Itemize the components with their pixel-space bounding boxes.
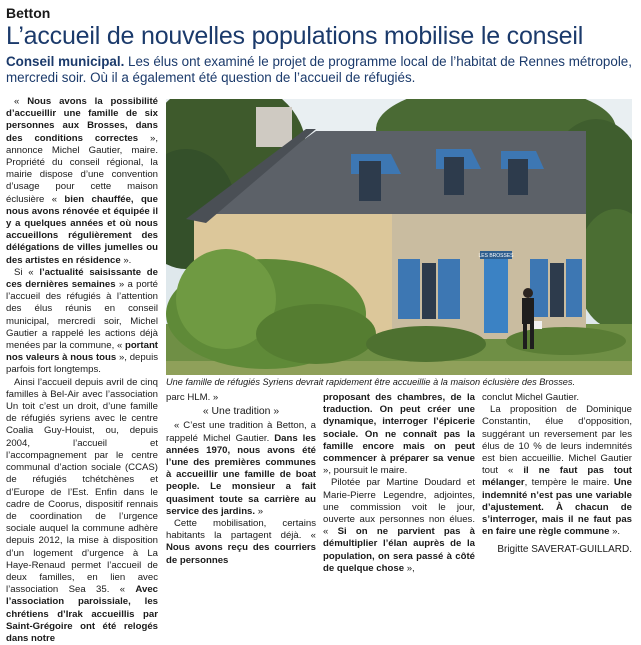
refugee-house-photo [166,99,632,375]
article-photo [166,99,632,375]
quote-bold-run: Une indemnité n’est pas une variable d’ajustement. À chacun de s’interroger, mais il ne faut pas en faire une règle commune [482,477,632,538]
paragraph [482,392,632,404]
house-sign-text: LES BROSSES [478,253,514,259]
quote-bold-run: Si on ne parvient pas à démultiplier l’élan auprès de la population, on sera passé à côté de quelque chose [323,526,475,574]
quote-bold-run: il ne faut pas tout mélanger [482,465,632,489]
quote-bold-run: portant nos valeurs à nous tous [6,340,158,364]
text-run: Pilotée par Martine Doudard et Marie-Pierre Legendre, adjointes, une commission voit le jour, ouverte aux personnes non élues. « [323,477,475,538]
paragraph [6,377,158,645]
quote-bold-run: Avec l’association paroissiale, les chrétiens d’Irak accueillis par Saint-Grégoire ont été relogés dans notre [6,584,158,644]
text-run: La proposition de Dominique Constantin, élue d’opposition, suggérant un reversement par les élus de 10 % de leurs indemnités est bien accueillie. Michel Gautier tout « [482,404,632,477]
text-run: « [14,96,28,107]
paragraph [482,404,632,538]
text-run: Cette mobilisation, certains habitants la partagent déjà. « [166,518,316,542]
article-headline: L’accueil de nouvelles populations mobilise le conseil [6,22,584,50]
paragraph [323,477,475,575]
text-column-4 [482,392,632,557]
paragraph [166,518,316,567]
text-run: » [255,505,264,517]
quote-bold-run: proposant des chambres, de la traduction. On peut créer une dynamique, interroger l’épicerie sociale. On ne connaît pas la famille encore mais on peut commencer à préparer sa venue [323,392,475,465]
section-subhead: « Une tradition » [202,406,280,418]
text-run: », annonce Michel Gautier, maire. Propriété du conseil régional, la mairie dispose d’une convention d’usage pour cette maison éclusière « [6,132,158,205]
paragraph [166,420,316,518]
quote-bold-run: l’actualité saisissante de ces dernières semaines [6,266,158,291]
text-run: , tempère le maire. [524,477,614,489]
paragraph [323,392,475,477]
author-byline: Brigitte SAVERAT-GUILLARD. [497,544,632,556]
standfirst-text: Les élus ont examiné le projet de programme local de l’habitat de Rennes métropole, mercredi soir. Où il a également été question de l’accueil de réfugiés. [6,54,632,85]
text-run: parc HLM. » [166,392,219,403]
quote-bold-run: Nous avons reçu des courriers de personnes [166,542,316,566]
quote-bold-run: Dans les années 1970, nous avons été l’une des premières communes à accueillir une famille de boat people. Le monsieur a fait quasiment toute sa carrière au service des jardins. [166,432,316,517]
text-run: Ainsi l’accueil depuis avril de cinq familles à Bel-Air avec l’association Un toit c’est un droit, d’une famille de réfugiés syriens avec le centre Coalia Guy-Houist, ou, depuis 2004, l’accueil et l’accompagnement par le centre communal d’action sociale (CCAS) de réfugiés tchétchènes et d’Europe de l’Est. Enfin dans le cadre de Coorus, dispositif rennais de coordination de l’urgence sociale auquel la commune adhère depuis 2012, la mise à disposition d’un logement d’urgence à La Haye-Renaud permet l’accueil de deux familles, en lien avec l’association Sea 35. « [6,376,158,596]
quote-bold-run: Nous avons la possibilité d’accueillir une famille de six personnes aux Brosses, dans des conditions correctes [6,96,158,144]
text-run: conclut Michel Gautier. [482,392,580,403]
quote-bold-run: bien chauffée, que nous avons rénovée et équipée il y a quelques années et où nous accueillons régulièrement des délégations de villes jumelles ou des artistes en résidence [6,193,158,266]
standfirst-lead: Conseil municipal. [6,54,125,69]
article-kicker: Betton [6,5,51,21]
text-column-3 [323,392,475,575]
text-column-2 [166,392,316,567]
text-run: » a porté l’accueil des réfugiés à l’attention des élus réunis en conseil municipal, mercredi soir, Michel Gautier a rappelé les actions déjà menées par la commune, « [6,279,158,352]
paragraph [166,392,316,404]
paragraph [6,267,158,377]
photo-caption: Une famille de réfugiés Syriens devrait rapidement être accueillie à la maison éclusière des Brosses. [166,377,576,387]
text-run: ». [120,254,132,266]
text-run: « C’est une tradition à Betton, a rappelé Michel Gautier. [166,420,316,444]
article-standfirst [6,54,634,86]
text-run: », [404,562,415,574]
text-run: », depuis parfois fort longtemps. [6,352,158,376]
text-run: Si « [14,266,40,278]
text-column-1 [6,96,158,645]
text-run: », poursuit le maire. [323,465,408,477]
text-run: ». [609,526,621,538]
paragraph [6,96,158,267]
